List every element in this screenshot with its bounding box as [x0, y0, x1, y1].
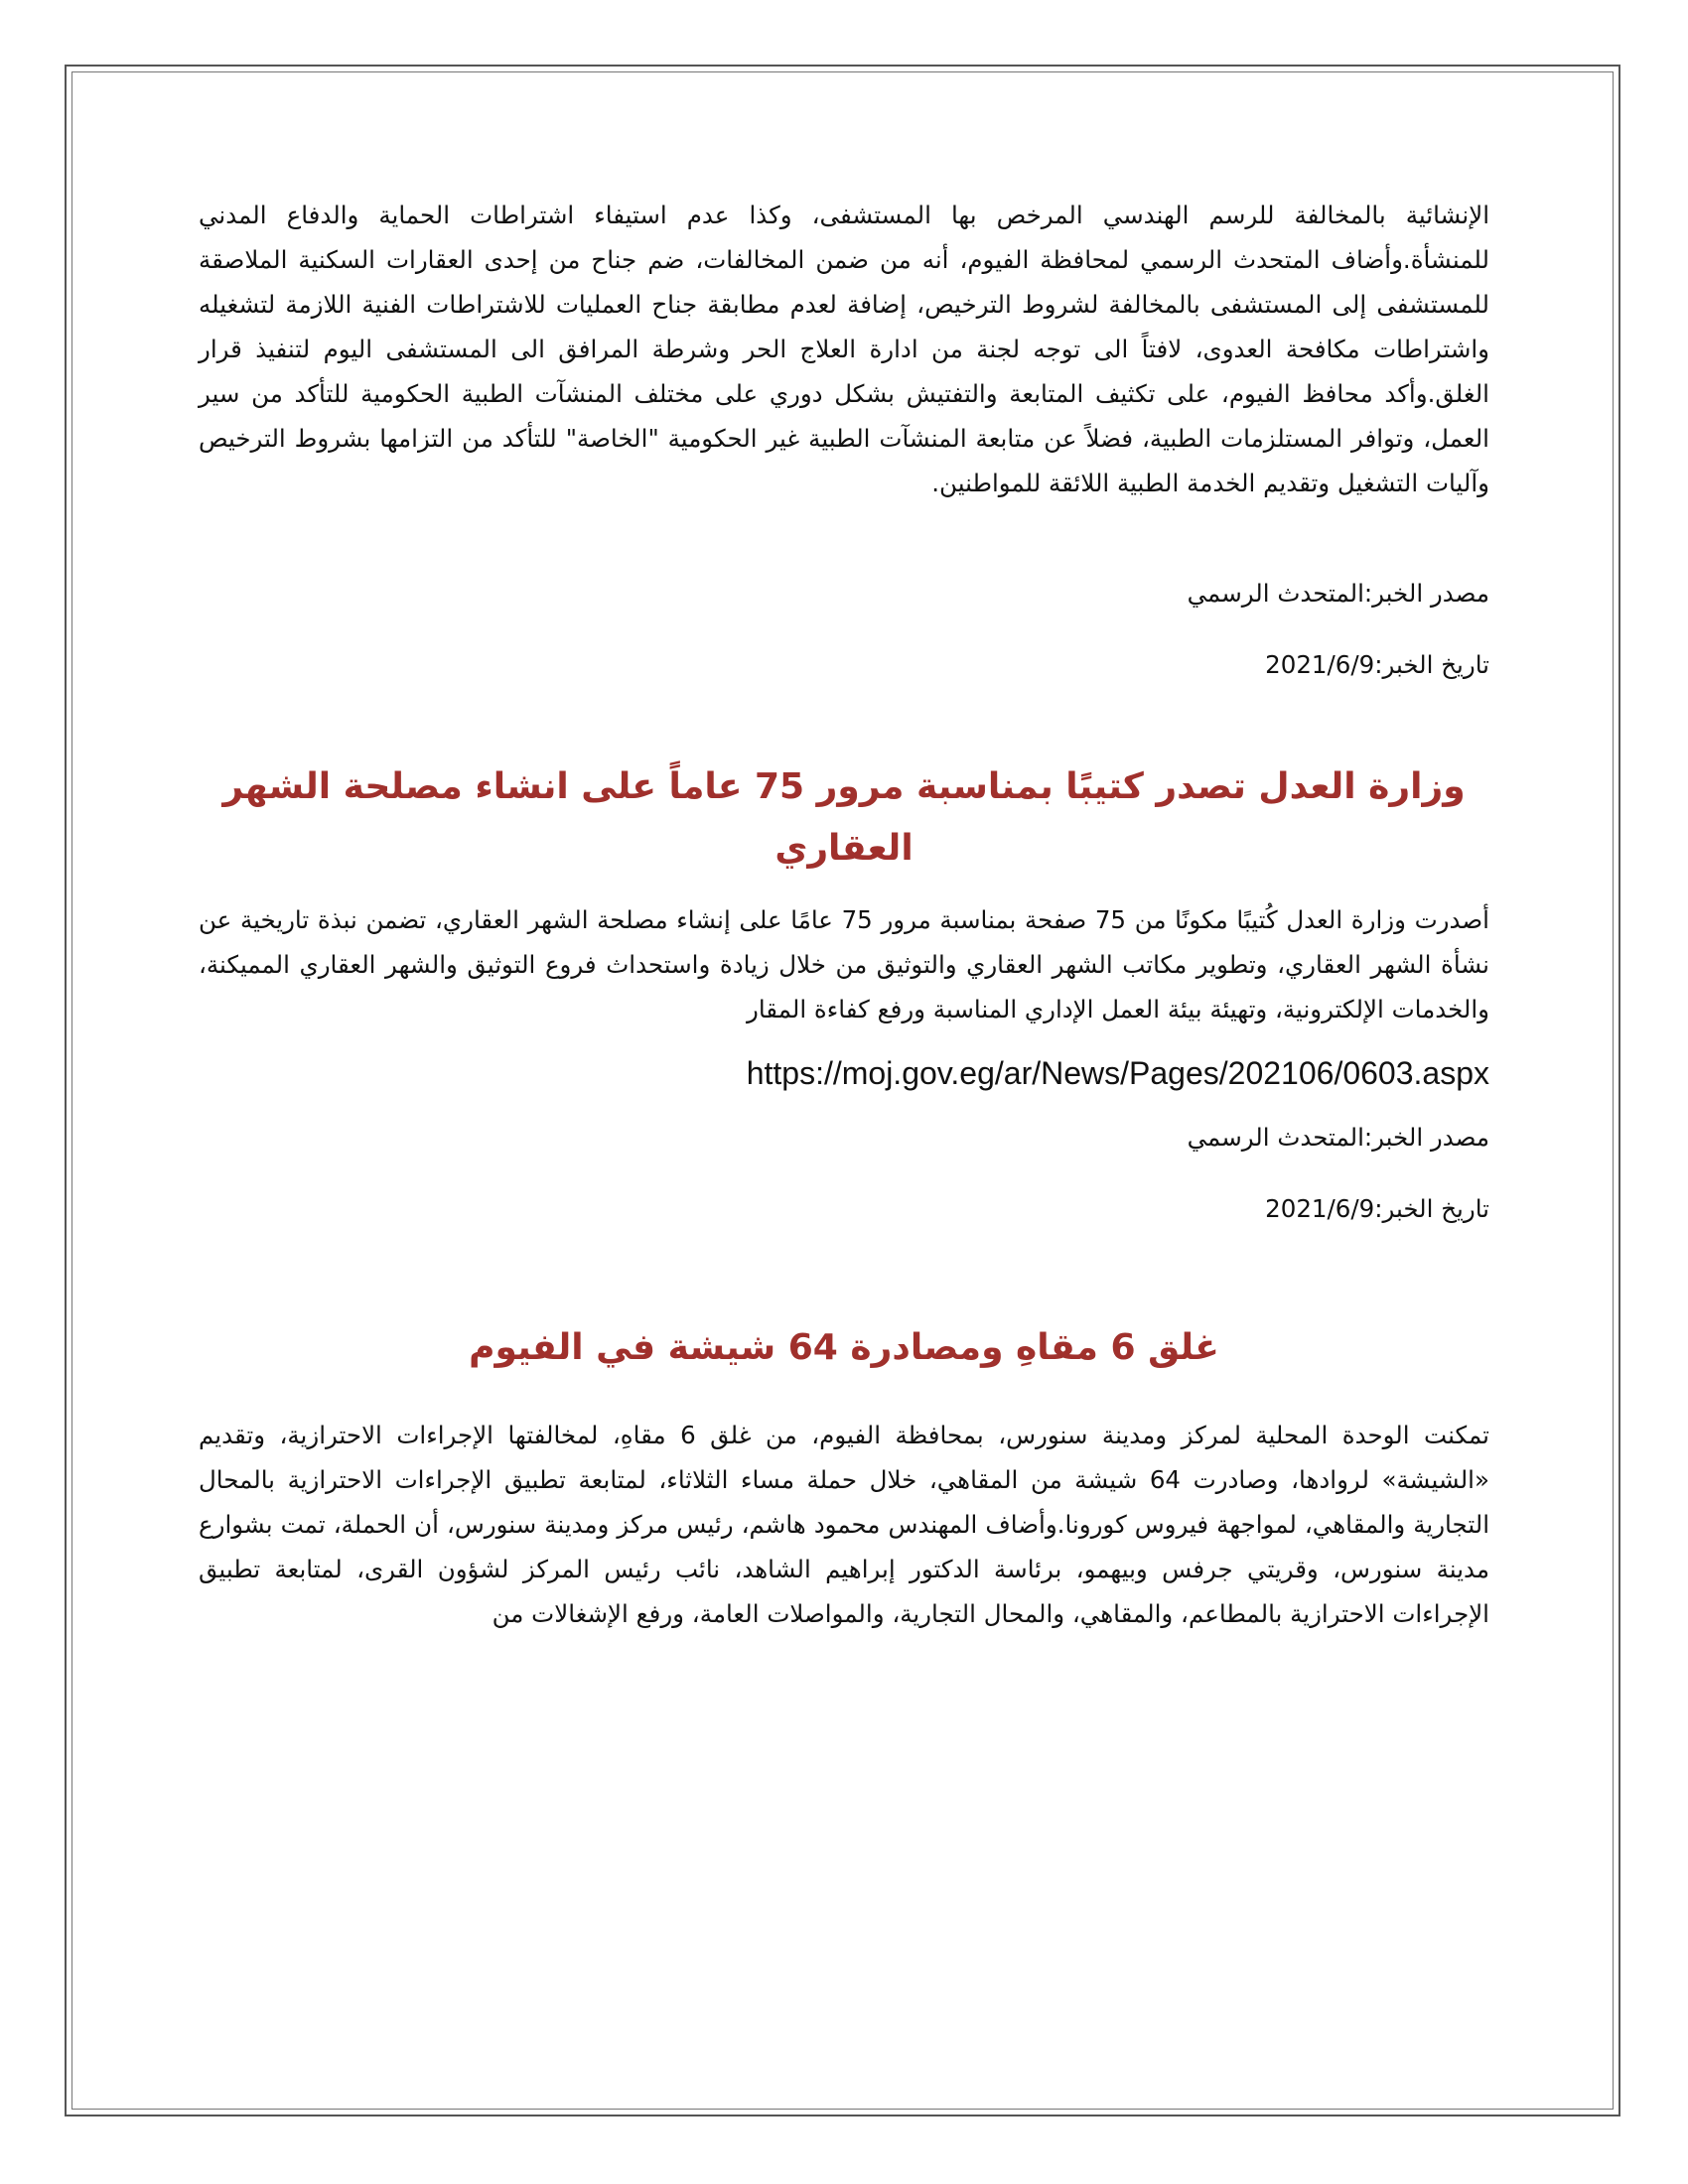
article2-date: تاريخ الخبر:2021/6/9 — [1265, 1194, 1489, 1223]
article2-title: وزارة العدل تصدر كتيبًا بمناسبة مرور 75 عاماً على انشاء مصلحة الشهر العقاري — [222, 766, 1466, 869]
article2-body: أصدرت وزارة العدل كُتيبًا مكونًا من 75 صفحة بمناسبة مرور 75 عامًا على إنشاء مصلحة الشهر العقاري، تضمن نبذة تاريخية عن نشأة الشهر العقاري، وتطوير مكاتب الشهر العقاري والتوثيق من خلال زيادة واستحداث فروع التوثيق والشهر العقاري المميكنة، والخدمات الإلكترونية، وتهيئة بيئة العمل الإداري المناسبة ورفع كفاءة المقار — [199, 905, 1489, 1024]
article2-source: مصدر الخبر:المتحدث الرسمي — [1187, 1123, 1489, 1152]
article1-source: مصدر الخبر:المتحدث الرسمي — [1187, 579, 1489, 608]
article1-date: تاريخ الخبر:2021/6/9 — [1265, 650, 1489, 679]
article1-body: الإنشائية بالمخالفة للرسم الهندسي المرخص بها المستشفى، وكذا عدم استيفاء اشتراطات الحماية والدفاع المدني للمنشأة.وأضاف المتحدث الرسمي لمحافظة الفيوم، أنه من ضمن المخالفات، ضم جناح من إحدى العقارات السكنية الملاصقة للمستشفى إلى المستشفى بالمخالفة لشروط الترخيص، إضافة لعدم مطابقة جناح العمليات للاشتراطات الفنية اللازمة لتشغيله واشتراطات مكافحة العدوى، لافتاً الى توجه لجنة من ادارة العلاج الحر وشرطة المرافق الى المستشفى اليوم لتنفيذ قرار الغلق.وأكد محافظ الفيوم، على تكثيف المتابعة والتفتيش بشكل دوري على مختلف المنشآت الطبية الحكومية للتأكد من سير العمل، وتوافر المستلزمات الطبية، فضلاً عن متابعة المنشآت الطبية غير الحكومية "الخاصة" للتأكد من التزامها بشروط الترخيص وآليات التشغيل وتقديم الخدمة الطبية اللائقة للمواطنين. — [199, 201, 1489, 497]
article2-url: https://moj.gov.eg/ar/News/Pages/202106/0603.aspx — [746, 1055, 1489, 1091]
document-content — [199, 193, 1489, 1636]
article3-title: غلق 6 مقاهِ ومصادرة 64 شيشة في الفيوم — [469, 1327, 1219, 1368]
article3-body: تمكنت الوحدة المحلية لمركز ومدينة سنورس، بمحافظة الفيوم، من غلق 6 مقاهِ، لمخالفتها الإجراءات الاحترازية، وتقديم «الشيشة» لروادها، وصادرت 64 شيشة من المقاهي، خلال حملة مساء الثلاثاء، لمتابعة تطبيق الإجراءات الاحترازية بالمحال التجارية والمقاهي، لمواجهة فيروس كورونا.وأضاف المهندس محمود هاشم، رئيس مركز ومدينة سنورس، أن الحملة، تمت بشوارع مدينة سنورس، وقريتي جرفس وبيهمو، برئاسة الدكتور إبراهيم الشاهد، نائب رئيس المركز لشؤون القرى، لمتابعة تطبيق الإجراءات الاحترازية بالمطاعم، والمقاهي، والمحال التجارية، والمواصلات العامة، ورفع الإشغالات من — [199, 1421, 1489, 1628]
